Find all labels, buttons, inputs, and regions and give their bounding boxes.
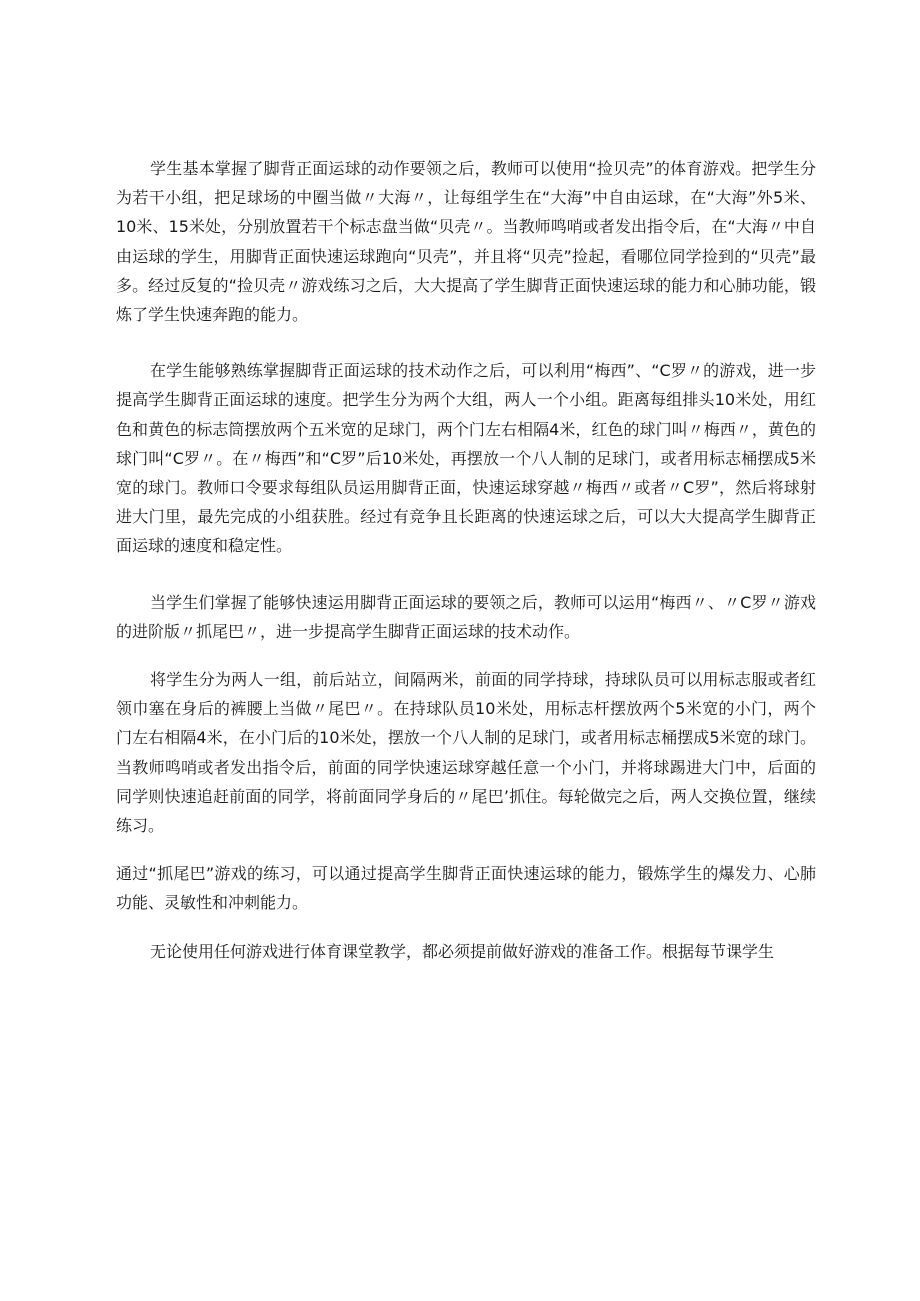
paragraph-advanced-version: 当学生们掌握了能够快速运用脚背正面运球的要领之后，教师可以运用“梅西〃、〃C罗〃游戏的进阶版〃抓尾巴〃，进一步提高学生脚背正面运球的技术动作。 — [116, 592, 816, 641]
paragraph-preparation: 无论使用任何游戏进行体育课堂教学，都必须提前做好游戏的准备工作。根据每节课学生 — [150, 941, 775, 961]
paragraph-messi-cr-game: 在学生能够熟练掌握脚背正面运球的技术动作之后，可以利用“梅西”、“C罗〃的游戏，进一步提高学生脚背正面运球的速度。把学生分为两个大组，两人一个小组。距离每组排头10米处，用红色和黄色的标志筒摆放两个五米宽的足球门，两个门左右相隔4米，红色的球门叫〃梅西〃，黄色的球门叫“C罗〃。在〃梅西”和“C罗”后10米处，再摆放一个八人制的足球门，或者用标志桶摆成5米宽的球门。教师口令要求每组队员运用脚背正面，快速运球穿越〃梅西〃或者〃C罗”，然后将球射进大门里，最先完成的小组获胜。经过有竞争且长距离的快速运球之后，可以大大提高学生脚背正面运球的速度和稳定性。 — [116, 361, 816, 556]
paragraph-tail-grab-benefits: 通过“抓尾巴”游戏的练习，可以通过提高学生脚背正面快速运球的能力，锻炼学生的爆发力、心肺功能、灵敏性和冲刺能力。 — [116, 864, 816, 913]
paragraph-shell-game: 学生基本掌握了脚背正面运球的动作要领之后，教师可以使用“捡贝壳”的体育游戏。把学生分为若干小组，把足球场的中圈当做〃大海〃，让每组学生在“大海”中自由运球，在“大海”外5米、10米、15米处，分别放置若干个标志盘当做“贝壳〃。当教师鸣哨或者发出指令后，在“大海〃中自由运球的学生，用脚背正面快速运球跑向“贝壳”，并且将“贝壳”捡起，看哪位同学捡到的“贝壳”最多。经过反复的“捡贝壳〃游戏练习之后，大大提高了学生脚背正面快速运球的能力和心肺功能，锻炼了学生快速奔跑的能力。 — [116, 159, 816, 325]
document-body — [116, 154, 816, 966]
paragraph-tail-grab-rules: 将学生分为两人一组，前后站立，间隔两米，前面的同学持球，持球队员可以用标志服或者红领巾塞在身后的裤腰上当做〃尾巴〃。在持球队员10米处，用标志杆摆放两个5米宽的小门，两个门左右相隔4米，在小门后的10米处，摆放一个八人制的足球门，或者用标志桶摆成5米宽的球门。当教师鸣哨或者发出指令后，前面的同学快速运球穿越任意一个小门，并将球踢进大门中，后面的同学则快速追赶前面的同学，将前面同学身后的〃尾巴’抓住。每轮做完之后，两人交换位置，继续练习。 — [116, 670, 816, 836]
